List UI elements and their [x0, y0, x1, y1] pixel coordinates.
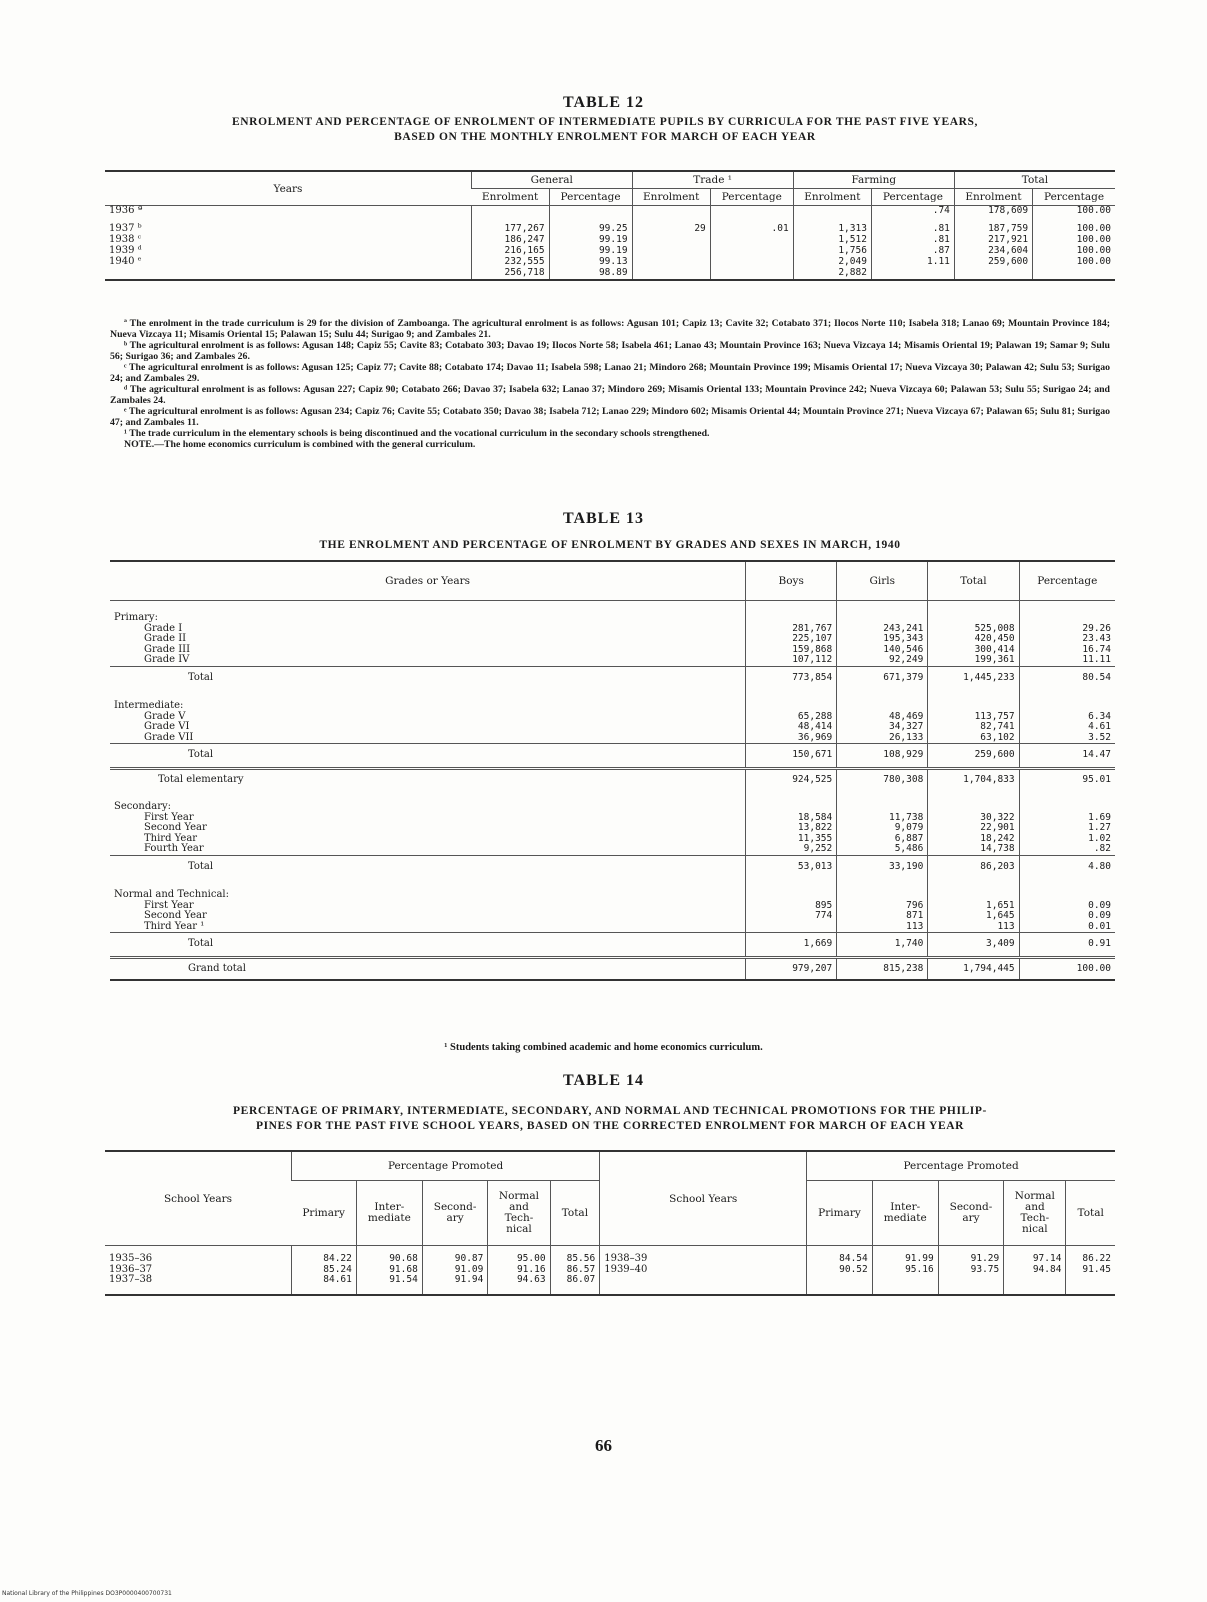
table12-cell-farm-e: 2,049 [793, 257, 871, 268]
table13-cell-total: 259,600 [928, 744, 1019, 769]
table12-notes [110, 318, 1110, 450]
table12-cell-gen-p: 99.19 [549, 235, 632, 246]
table14-row [105, 1275, 1115, 1295]
table13-cell-pct: 4.80 [1019, 855, 1115, 878]
table12-header-trade-enrolment: Enrolment [632, 189, 710, 206]
table13-cell-girls: 815,238 [837, 957, 928, 980]
table12-cell-trade-p [710, 246, 793, 257]
table13-label-cell: Grade III [144, 643, 191, 655]
table13-section-heading: Normal and Technical: [114, 889, 229, 900]
table13-cell-girls: 5,486 [837, 844, 928, 855]
table14-cell-inter-right [872, 1275, 938, 1295]
table13-cell-pct: 6.34 [1019, 712, 1115, 723]
table14-cell-normal-left: 91.16 [488, 1265, 550, 1276]
table13-row [110, 922, 1115, 933]
table12-cell-farm-p: .87 [871, 246, 954, 257]
table12-cell-trade-p [710, 268, 793, 280]
table12-cell-tot-p: 100.00 [1033, 257, 1115, 268]
table13-cell-girls: 9,079 [837, 823, 928, 834]
table13-cell-pct: 16.74 [1019, 645, 1115, 656]
table12-cell-gen-e [472, 206, 550, 224]
table14-cell-inter-left: 91.54 [356, 1275, 422, 1295]
scan-credit: National Library of the Philippines DO3P0000400700731 [2, 1590, 172, 1597]
table13-label-cell: Total [110, 855, 746, 878]
table14-cell-total-right [1066, 1275, 1115, 1295]
table12 [105, 170, 1115, 281]
table13-cell-pct: 1.02 [1019, 834, 1115, 845]
table13-empty-cell [928, 601, 1019, 624]
table12-cell-trade-e [632, 257, 710, 268]
table12-cell-trade-e [632, 206, 710, 224]
table13-header-girls: Girls [837, 561, 928, 601]
table13-cell-girls: 780,308 [837, 768, 928, 790]
table13-row [110, 901, 1115, 912]
table14 [105, 1150, 1115, 1296]
table13-cell-pct: 0.09 [1019, 901, 1115, 912]
table13-cell-total: 3,409 [928, 933, 1019, 958]
table14-header-intermediate-left: Inter- mediate [356, 1181, 422, 1246]
table14-header-normal-right: Normal and Tech- nical [1004, 1181, 1066, 1246]
table13-cell-boys: 924,525 [746, 768, 837, 790]
table12-cell-tot-p [1033, 268, 1115, 280]
table12-note: ᵉ The agricultural enrolment is as follows: Agusan 234; Capiz 76; Cavite 55; Cotabato 350; Davao 38; Isabela 712; Lanao 229; Mindoro 602; Misamis Oriental 44; Mountain Province 271; Nueva Vizcaya 67; Palawan 65; Sulu 81; Surigao 47; and Zambales 11. [110, 406, 1110, 428]
table13-empty-cell [928, 790, 1019, 813]
table13-cell-total: 113,757 [928, 712, 1019, 723]
table14-cell-total-right: 91.45 [1066, 1265, 1115, 1276]
table13-cell-boys: 36,969 [746, 733, 837, 744]
table13-cell-total: 86,203 [928, 855, 1019, 878]
table12-cell-gen-e: 186,247 [472, 235, 550, 246]
table13-cell-girls: 140,546 [837, 645, 928, 656]
table13-cell-boys: 225,107 [746, 634, 837, 645]
table14-cell-second-left: 90.87 [422, 1246, 488, 1265]
table12-cell-tot-e: 178,609 [954, 206, 1032, 224]
table13-cell-girls: 195,343 [837, 634, 928, 645]
table13-cell-total: 525,008 [928, 624, 1019, 635]
table12-header-farming: Farming [793, 171, 954, 189]
table12-year-cell: 1940 ᵉ [109, 255, 142, 267]
table12-cell-trade-e: 29 [632, 224, 710, 235]
table14-cell-inter-right: 95.16 [872, 1265, 938, 1276]
table13-empty-cell [837, 878, 928, 901]
table12-cell-trade-p: .01 [710, 224, 793, 235]
table14-row [105, 1246, 1115, 1265]
table12-note: ᵈ The agricultural enrolment is as follows: Agusan 227; Capiz 90; Cotabato 266; Davao 37; Isabela 632; Lanao 37; Mindoro 269; Misamis Oriental 133; Mountain Province 242; Nueva Vizcaya 60; Palawan 53; Sulu 55; Surigao 24; and Zambales 24. [110, 384, 1110, 406]
table13-total-row [110, 744, 1115, 769]
table13-cell-girls: 48,469 [837, 712, 928, 723]
table14-year-right [600, 1275, 807, 1295]
table13-cell-boys: 150,671 [746, 744, 837, 769]
table13-row [110, 911, 1115, 922]
table14-cell-total-left: 86.07 [550, 1275, 600, 1295]
table14-header-secondary-right: Second- ary [938, 1181, 1004, 1246]
table12-cell-gen-e: 232,555 [472, 257, 550, 268]
table14-cell-inter-right: 91.99 [872, 1246, 938, 1265]
table13-cell-girls: 113 [837, 922, 928, 933]
table13-cell-girls: 796 [837, 901, 928, 912]
table13-label-cell: Total [110, 666, 746, 689]
table12-header-farm-percentage: Percentage [871, 189, 954, 206]
table13-cell-boys: 159,868 [746, 645, 837, 656]
table13-cell-total: 300,414 [928, 645, 1019, 656]
table14-header-promoted-left: Percentage Promoted [292, 1151, 600, 1181]
table13-cell-girls: 92,249 [837, 655, 928, 666]
table13-cell-boys: 979,207 [746, 957, 837, 980]
table12-cell-gen-p: 99.25 [549, 224, 632, 235]
table12-header-farm-enrolment: Enrolment [793, 189, 871, 206]
table13-cell-boys: 9,252 [746, 844, 837, 855]
table13-empty-cell [1019, 601, 1115, 624]
table13-title: TABLE 13 [562, 510, 645, 527]
table12-header-gen-enrolment: Enrolment [472, 189, 550, 206]
table13-total-row [110, 933, 1115, 958]
table13-cell-girls: 34,327 [837, 722, 928, 733]
table14-year-left: 1937–38 [109, 1274, 153, 1285]
table13-cell-girls: 1,740 [837, 933, 928, 958]
table13-cell-total: 63,102 [928, 733, 1019, 744]
table13-label-cell: First Year [144, 899, 194, 911]
table13-label-cell: Third Year [144, 832, 198, 844]
table13-grand-total-row [110, 957, 1115, 980]
table12-header-total-enrolment: Enrolment [954, 189, 1032, 206]
table13-cell-pct: 100.00 [1019, 957, 1115, 980]
table13-cell-pct: 23.43 [1019, 634, 1115, 645]
table14-cell-primary-right: 84.54 [807, 1246, 873, 1265]
table13-empty-cell [928, 878, 1019, 901]
table13-cell-boys [746, 922, 837, 933]
table13-row [110, 624, 1115, 635]
table13-label-cell: Grade V [144, 710, 186, 722]
table14-cell-primary-left: 85.24 [292, 1265, 357, 1276]
table13-cell-boys: 107,112 [746, 655, 837, 666]
table12-cell-tot-e: 217,921 [954, 235, 1032, 246]
table13-section-heading-row [110, 601, 1115, 624]
table12-year-cell: 1937 ᵇ [109, 222, 142, 234]
table12-note: NOTE.—The home economics curriculum is combined with the general curriculum. [124, 439, 476, 450]
table13-cell-girls: 33,190 [837, 855, 928, 878]
table13-section-heading: Secondary: [114, 801, 171, 812]
table13-row [110, 823, 1115, 834]
table12-cell-tot-e [954, 268, 1032, 280]
table12-row [105, 268, 1115, 280]
table14-caption-line1: PERCENTAGE OF PRIMARY, INTERMEDIATE, SECONDARY, AND NORMAL AND TECHNICAL PROMOTIONS FOR THE PHILIP- [233, 1105, 987, 1117]
table12-year-cell: 1936 ª [109, 205, 143, 216]
table14-header-total-left: Total [550, 1181, 600, 1246]
table13-empty-cell [928, 689, 1019, 712]
table13-cell-total: 14,738 [928, 844, 1019, 855]
table12-year-cell [105, 268, 472, 280]
table13-cell-pct: 0.09 [1019, 911, 1115, 922]
table13-label-cell: Grade IV [144, 654, 190, 665]
table12-cell-tot-e: 187,759 [954, 224, 1032, 235]
table12-cell-trade-e [632, 268, 710, 280]
table12-cell-tot-p: 100.00 [1033, 235, 1115, 246]
table12-cell-farm-p [871, 268, 954, 280]
table14-header-school-years-right: School Years [600, 1151, 807, 1246]
table12-header-trade-percentage: Percentage [710, 189, 793, 206]
table14-cell-total-left: 86.57 [550, 1265, 600, 1276]
table14-cell-inter-left: 91.68 [356, 1265, 422, 1276]
table13-section-heading-row [110, 878, 1115, 901]
table14-header-normal-left: Normal and Tech- nical [488, 1181, 550, 1246]
table13-cell-total: 22,901 [928, 823, 1019, 834]
table13-cell-girls: 6,887 [837, 834, 928, 845]
table12-header-gen-percentage: Percentage [549, 189, 632, 206]
table13-cell-total: 82,741 [928, 722, 1019, 733]
table13-row [110, 844, 1115, 855]
table14-header-secondary-left: Second- ary [422, 1181, 488, 1246]
table13-cell-total: 1,794,445 [928, 957, 1019, 980]
table14-caption-line2: PINES FOR THE PAST FIVE SCHOOL YEARS, BASED ON THE CORRECTED ENROLMENT FOR MARCH OF EACH YEAR [255, 1120, 965, 1132]
table13-row [110, 813, 1115, 824]
table12-year-cell: 1938 ᶜ [109, 233, 142, 245]
table13-cell-girls: 108,929 [837, 744, 928, 769]
table12-cell-trade-p [710, 235, 793, 246]
table13-cell-pct: .82 [1019, 844, 1115, 855]
table13-row [110, 733, 1115, 744]
table12-row [105, 246, 1115, 257]
table12-header-trade: Trade ¹ [632, 171, 793, 189]
table13-header-percentage: Percentage [1019, 561, 1115, 601]
table13-empty-cell [837, 790, 928, 813]
table14-row [105, 1265, 1115, 1276]
table13-label-cell: Grade I [144, 622, 183, 634]
table14-cell-normal-left: 95.00 [488, 1246, 550, 1265]
table13-cell-pct: 3.52 [1019, 733, 1115, 744]
table13-label-cell: Third Year ¹ [144, 920, 205, 932]
table12-cell-farm-e: 1,512 [793, 235, 871, 246]
table13-section-heading-row [110, 790, 1115, 813]
table13-empty-cell [746, 790, 837, 813]
table14-year-left: 1936–37 [109, 1263, 153, 1275]
table13-footnote: ¹ Students taking combined academic and home economics curriculum. [444, 1042, 763, 1053]
table13-cell-total: 420,450 [928, 634, 1019, 645]
table13-cell-pct: 11.11 [1019, 655, 1115, 666]
table13-header-boys: Boys [746, 561, 837, 601]
table14-cell-normal-right [1004, 1275, 1066, 1295]
table12-header-general: General [472, 171, 633, 189]
table13-cell-boys: 774 [746, 911, 837, 922]
table13-empty-cell [746, 878, 837, 901]
table12-cell-gen-p: 98.89 [549, 268, 632, 280]
table14-header-primary-right: Primary [807, 1181, 873, 1246]
table13-cell-total: 18,242 [928, 834, 1019, 845]
table13-cell-boys: 773,854 [746, 666, 837, 689]
table13-row [110, 712, 1115, 723]
table13-label-cell: Total [110, 744, 746, 769]
table14-header-school-years-left: School Years [105, 1151, 292, 1246]
table12-cell-farm-e: 1,313 [793, 224, 871, 235]
table13-row [110, 634, 1115, 645]
table13-cell-girls: 243,241 [837, 624, 928, 635]
table14-cell-total-left: 85.56 [550, 1246, 600, 1265]
table13-cell-pct: 4.61 [1019, 722, 1115, 733]
table13-label-cell: First Year [144, 811, 194, 823]
table14-cell-normal-right: 97.14 [1004, 1246, 1066, 1265]
table12-cell-gen-e: 177,267 [472, 224, 550, 235]
table14-header-primary-left: Primary [292, 1181, 357, 1246]
table13-section-heading-row [110, 689, 1115, 712]
table13-row [110, 722, 1115, 733]
table12-cell-tot-p: 100.00 [1033, 246, 1115, 257]
table12-cell-tot-p: 100.00 [1033, 206, 1115, 224]
table13-label-cell: Second Year [144, 910, 207, 921]
table12-cell-trade-p [710, 206, 793, 224]
table13-section-heading: Intermediate: [114, 700, 184, 711]
table14-cell-primary-right [807, 1275, 873, 1295]
table13-cell-boys: 65,288 [746, 712, 837, 723]
table14-header-promoted-right: Percentage Promoted [807, 1151, 1115, 1181]
table13-total-row [110, 666, 1115, 689]
table13-row [110, 834, 1115, 845]
table13-cell-boys: 53,013 [746, 855, 837, 878]
table13-cell-pct: 80.54 [1019, 666, 1115, 689]
table12-cell-gen-p: 99.13 [549, 257, 632, 268]
table12-cell-farm-e: 2,882 [793, 268, 871, 280]
table13 [110, 560, 1115, 981]
table12-cell-farm-p: .74 [871, 206, 954, 224]
table13-cell-total: 1,445,233 [928, 666, 1019, 689]
table13-cell-girls: 11,738 [837, 813, 928, 824]
table13-empty-cell [746, 601, 837, 624]
table12-cell-trade-e [632, 235, 710, 246]
table14-cell-second-right: 91.29 [938, 1246, 1004, 1265]
table13-cell-pct: 1.27 [1019, 823, 1115, 834]
table13-total-row [110, 855, 1115, 878]
table14-caption [110, 1104, 1110, 1134]
table12-note: ª The enrolment in the trade curriculum is 29 for the division of Zamboanga. The agricultural enrolment is as follows: Agusan 101; Capiz 13; Cavite 32; Cotabato 371; Ilocos Norte 110; Isabela 318; Lanao 69; Mountain Province 184; Nueva Vizcaya 11; Misamis Oriental 15; Palawan 15; Sulu 44; Surigao 9; and Zambales 21. [110, 318, 1110, 340]
table13-cell-total: 199,361 [928, 655, 1019, 666]
table14-cell-primary-left: 84.61 [292, 1275, 357, 1295]
table13-cell-total: 113 [928, 922, 1019, 933]
table12-cell-tot-e: 234,604 [954, 246, 1032, 257]
table13-label-cell: Total [110, 933, 746, 958]
table13-header-total: Total [928, 561, 1019, 601]
table13-label-cell: Grade VII [144, 731, 194, 743]
table14-header-intermediate-right: Inter- mediate [872, 1181, 938, 1246]
table12-cell-gen-e: 256,718 [472, 268, 550, 280]
table12-note: ᵇ The agricultural enrolment is as follows: Agusan 148; Capiz 55; Cavite 83; Cotabato 303; Davao 19; Ilocos Norte 58; Isabela 461; Lanao 43; Mountain Province 163; Nueva Vizcaya 14; Misamis Oriental 19; Palawan 19; Samar 9; Sulu 56; Surigao 36; and Zambales 26. [110, 340, 1110, 362]
table14-year-right: 1938–39 [600, 1246, 807, 1265]
table13-empty-cell [1019, 878, 1115, 901]
table13-caption: THE ENROLMENT AND PERCENTAGE OF ENROLMENT BY GRADES AND SEXES IN MARCH, 1940 [319, 539, 901, 551]
table13-cell-total: 30,322 [928, 813, 1019, 824]
table12-row [105, 235, 1115, 246]
table12-note: ¹ The trade curriculum in the elementary schools is being discontinued and the vocational curriculum in the secondary schools strengthened. [124, 428, 710, 439]
table14-year-right: 1939–40 [600, 1265, 807, 1276]
table12-cell-tot-e: 259,600 [954, 257, 1032, 268]
table13-cell-boys: 1,669 [746, 933, 837, 958]
table14-year-left: 1935–36 [109, 1253, 153, 1264]
table14-cell-second-right: 93.75 [938, 1265, 1004, 1276]
table12-cell-trade-p [710, 257, 793, 268]
table14-cell-normal-right: 94.84 [1004, 1265, 1066, 1276]
table13-label-cell: Fourth Year [144, 843, 204, 854]
table12-caption [95, 115, 1115, 145]
table13-empty-cell [746, 689, 837, 712]
table12-header-total: Total [954, 171, 1115, 189]
table12-cell-farm-p: .81 [871, 224, 954, 235]
table13-cell-girls: 671,379 [837, 666, 928, 689]
table13-empty-cell [1019, 790, 1115, 813]
table13-header-grades: Grades or Years [110, 561, 746, 601]
table12-caption-line1: ENROLMENT AND PERCENTAGE OF ENROLMENT OF INTERMEDIATE PUPILS BY CURRICULA FOR THE PAST FIVE YEARS, [231, 116, 978, 128]
table12-row [105, 224, 1115, 235]
table13-cell-boys: 13,822 [746, 823, 837, 834]
table12-year-cell: 1939 ᵈ [109, 244, 142, 256]
table12-cell-tot-p: 100.00 [1033, 224, 1115, 235]
table13-section-heading: Primary: [114, 612, 158, 623]
table12-note: ᶜ The agricultural enrolment is as follows: Agusan 125; Capiz 77; Cavite 88; Cotabato 174; Davao 11; Isabela 598; Lanao 21; Mindoro 268; Mountain Province 199; Misamis Oriental 17; Nueva Vizcaya 30; Palawan 42; Sulu 53; Surigao 24; and Zambales 29. [110, 362, 1110, 384]
table13-cell-boys: 18,584 [746, 813, 837, 824]
table12-cell-farm-e [793, 206, 871, 224]
table13-cell-boys: 11,355 [746, 834, 837, 845]
table13-cell-boys: 281,767 [746, 624, 837, 635]
table13-empty-cell [837, 689, 928, 712]
table13-row [110, 645, 1115, 656]
table12-cell-trade-e [632, 246, 710, 257]
page-number: 66 [595, 1436, 612, 1455]
table13-label-cell: Second Year [144, 822, 207, 833]
table14-cell-inter-left: 90.68 [356, 1246, 422, 1265]
table13-total-elementary-row [110, 768, 1115, 790]
table13-label-cell: Grand total [110, 957, 746, 980]
table13-empty-cell [1019, 689, 1115, 712]
table13-cell-pct: 95.01 [1019, 768, 1115, 790]
table13-cell-pct: 14.47 [1019, 744, 1115, 769]
table14-cell-second-right [938, 1275, 1004, 1295]
table13-cell-girls: 26,133 [837, 733, 928, 744]
table13-cell-total: 1,704,833 [928, 768, 1019, 790]
table13-cell-boys: 48,414 [746, 722, 837, 733]
table14-cell-second-left: 91.94 [422, 1275, 488, 1295]
table14-title: TABLE 14 [562, 1072, 645, 1089]
table12-cell-farm-e: 1,756 [793, 246, 871, 257]
table13-cell-pct: 1.69 [1019, 813, 1115, 824]
table12-cell-farm-p: 1.11 [871, 257, 954, 268]
table13-cell-pct: 29.26 [1019, 624, 1115, 635]
table14-cell-primary-left: 84.22 [292, 1246, 357, 1265]
table12-header-total-percentage: Percentage [1033, 189, 1115, 206]
table13-label-cell: Grade II [144, 633, 187, 644]
table14-header-total-right: Total [1066, 1181, 1115, 1246]
table12-cell-gen-p [549, 206, 632, 224]
table14-cell-total-right: 86.22 [1066, 1246, 1115, 1265]
table13-cell-total: 1,645 [928, 911, 1019, 922]
table13-cell-boys: 895 [746, 901, 837, 912]
table13-row [110, 655, 1115, 666]
table13-cell-total: 1,651 [928, 901, 1019, 912]
table13-cell-pct: 0.91 [1019, 933, 1115, 958]
table13-label-cell: Total elementary [110, 768, 746, 790]
table12-cell-gen-e: 216,165 [472, 246, 550, 257]
table13-empty-cell [837, 601, 928, 624]
table13-cell-pct: 0.01 [1019, 922, 1115, 933]
table13-label-cell: Grade VI [144, 721, 190, 732]
table14-cell-primary-right: 90.52 [807, 1265, 873, 1276]
table13-cell-girls: 871 [837, 911, 928, 922]
table12-header-years: Years [105, 171, 472, 206]
table12-row [105, 257, 1115, 268]
table12-cell-farm-p: .81 [871, 235, 954, 246]
table14-cell-normal-left: 94.63 [488, 1275, 550, 1295]
table12-title: TABLE 12 [562, 94, 645, 111]
table12-caption-line2: BASED ON THE MONTHLY ENROLMENT FOR MARCH OF EACH YEAR [394, 131, 816, 143]
table12-cell-gen-p: 99.19 [549, 246, 632, 257]
table14-cell-second-left: 91.09 [422, 1265, 488, 1276]
table12-row [105, 206, 1115, 224]
